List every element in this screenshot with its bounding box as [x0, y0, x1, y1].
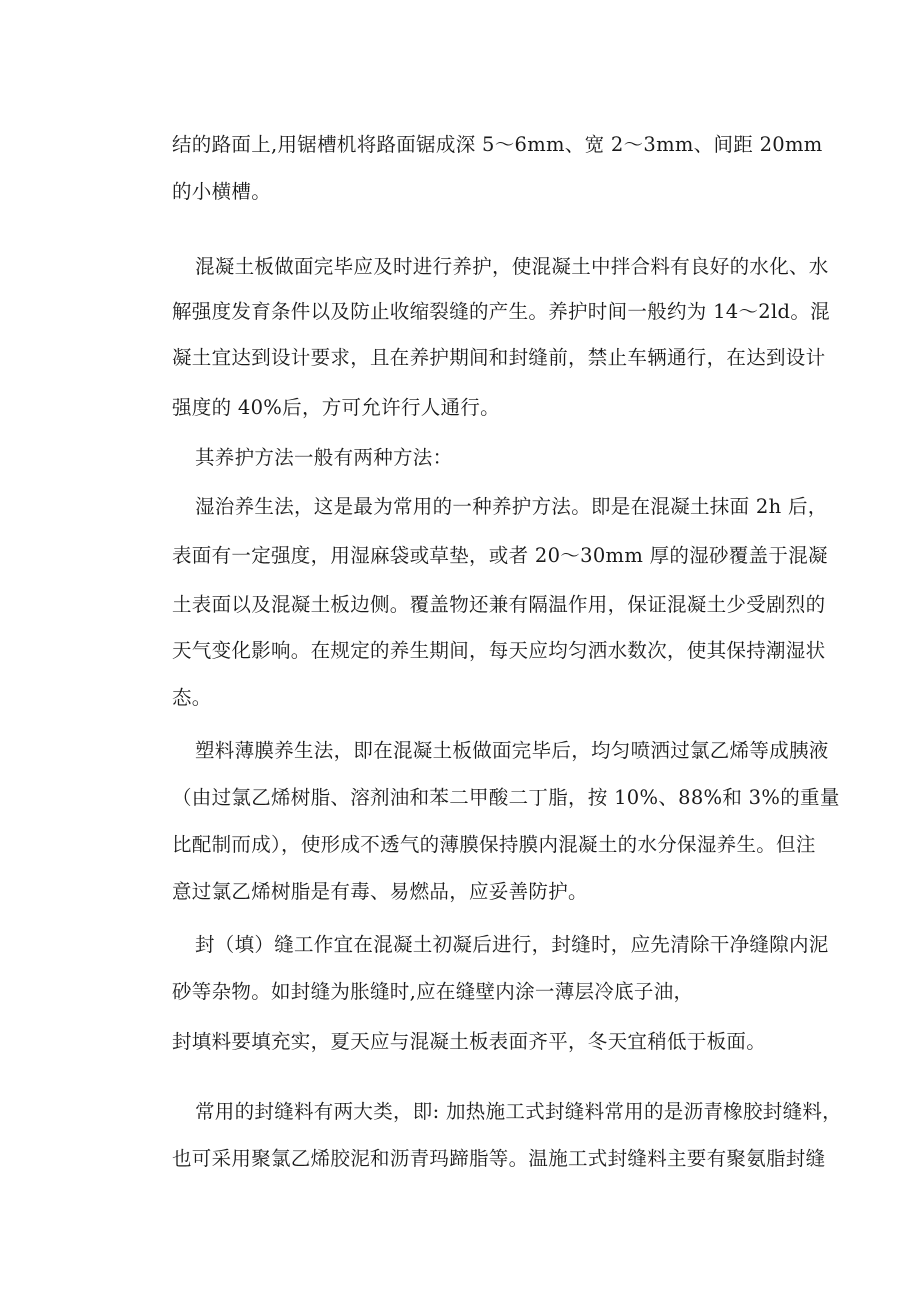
text-line-9: 表面有一定强度，用湿麻袋或草垫，或者 20～30mm 厚的湿砂覆盖于混凝 — [172, 544, 828, 567]
text-line-7: 其养护方法一般有两种方法： — [195, 446, 453, 469]
text-line-12: 态。 — [172, 686, 212, 709]
text-line-14: （由过氯乙烯树脂、溶剂油和苯二甲酸二丁脂，按 10%、88%和 3%的重量 — [172, 786, 840, 809]
text-line-11: 天气变化影响。在规定的养生期间，每天应均匀洒水数次，使其保持潮湿状 — [172, 639, 826, 662]
text-line-8: 湿治养生法，这是最为常用的一种养护方法。即是在混凝土抹面 2h 后， — [195, 495, 828, 518]
text-line-2: 的小横槽。 — [172, 180, 272, 203]
text-line-10: 土表面以及混凝土板边侧。覆盖物还兼有隔温作用，保证混凝土少受剧烈的 — [172, 593, 826, 616]
text-line-16: 意过氯乙烯树脂是有毒、易燃品，应妥善防护。 — [172, 880, 588, 903]
text-line-19: 封填料要填充实，夏天应与混凝土板表面齐平，冬天宜稍低于板面。 — [172, 1030, 767, 1053]
text-line-13: 塑料薄膜养生法，即在混凝土板做面完毕后，均匀喷洒过氯乙烯等成胰液 — [195, 739, 829, 762]
text-line-1: 结的路面上,用锯槽机将路面锯成深 5～6mm、宽 2～3mm、间距 20mm — [172, 133, 823, 156]
text-line-20: 常用的封缝料有两大类，即: 加热施工式封缝料常用的是沥青橡胶封缝料， — [195, 1100, 842, 1123]
text-line-21: 也可采用聚氯乙烯胶泥和沥青玛蹄脂等。温施工式封缝料主要有聚氨脂封缝 — [172, 1147, 826, 1170]
text-line-15: 比配制而成），使形成不透气的薄膜保持膜内混凝土的水分保湿养生。但注 — [172, 833, 816, 856]
text-line-17: 封（填）缝工作宜在混凝土初凝后进行，封缝时，应先清除干净缝隙内泥 — [195, 933, 829, 956]
text-line-5: 凝土宜达到设计要求，且在养护期间和封缝前，禁止车辆通行，在达到设计 — [172, 346, 826, 369]
text-line-6: 强度的 40%后，方可允许行人通行。 — [172, 396, 500, 419]
text-line-4: 解强度发育条件以及防止收缩裂缝的产生。养护时间一般约为 14～2ld。混 — [172, 300, 830, 323]
text-line-18: 砂等杂物。如封缝为胀缝时,应在缝壁内涂一薄层冷底子油， — [172, 980, 694, 1003]
text-line-3: 混凝土板做面完毕应及时进行养护，使混凝土中拌合料有良好的水化、水 — [195, 255, 829, 278]
